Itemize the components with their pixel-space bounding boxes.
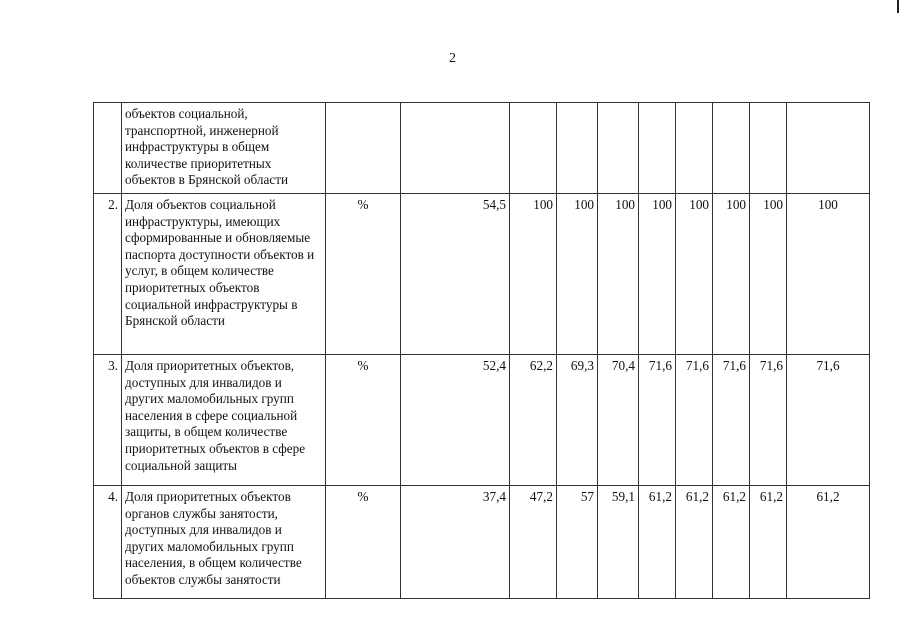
value-cell: 62,2: [510, 354, 557, 485]
value-cell: [639, 103, 676, 194]
value-cell: [510, 103, 557, 194]
scan-edge-mark: [897, 0, 899, 13]
value-cell: 100: [713, 193, 750, 354]
value-cell: 71,6: [639, 354, 676, 485]
value-cell: [750, 103, 787, 194]
base-value: 54,5: [401, 193, 510, 354]
value-cell: [713, 103, 750, 194]
table-row: [94, 354, 870, 485]
value-cell: 70,4: [598, 354, 639, 485]
row-number: 4.: [94, 485, 122, 598]
value-cell: 71,6: [787, 354, 870, 485]
indicator-name: Доля приоритетных объектов, доступных для инвалидов и других маломобильных групп населения в сфере социальной защиты, в общем количестве приоритетных объектов в сфере социальной защиты: [122, 354, 326, 485]
value-cell: 61,2: [787, 485, 870, 598]
value-cell: 61,2: [676, 485, 713, 598]
value-cell: 59,1: [598, 485, 639, 598]
value-cell: 100: [787, 193, 870, 354]
value-cell: 47,2: [510, 485, 557, 598]
table-row: [94, 103, 870, 194]
value-cell: 100: [750, 193, 787, 354]
indicators-table: [93, 102, 870, 599]
value-cell: [557, 103, 598, 194]
unit-cell: [326, 103, 401, 194]
value-cell: 100: [557, 193, 598, 354]
value-cell: 69,3: [557, 354, 598, 485]
table-row: [94, 485, 870, 598]
value-cell: 61,2: [750, 485, 787, 598]
indicator-name: Доля приоритетных объектов органов службы занятости, доступных для инвалидов и других маломобильных групп населения, в общем количестве объектов службы занятости: [122, 485, 326, 598]
indicator-name: объектов социальной, транспортной, инженерной инфраструктуры в общем количестве приоритетных объектов в Брянской области: [122, 103, 326, 194]
page-number: 2: [449, 51, 456, 66]
value-cell: 100: [510, 193, 557, 354]
value-cell: 71,6: [676, 354, 713, 485]
base-value: 37,4: [401, 485, 510, 598]
value-cell: 100: [598, 193, 639, 354]
table-row: [94, 193, 870, 354]
value-cell: [598, 103, 639, 194]
value-cell: [787, 103, 870, 194]
value-cell: 61,2: [639, 485, 676, 598]
indicator-name: Доля объектов социальной инфраструктуры, имеющих сформированные и обновляемые паспорта доступности объектов и услуг, в общем количестве приоритетных объектов социальной инфраструктуры в Брянской области: [122, 193, 326, 354]
value-cell: 100: [676, 193, 713, 354]
value-cell: 71,6: [750, 354, 787, 485]
value-cell: 61,2: [713, 485, 750, 598]
base-value: 52,4: [401, 354, 510, 485]
value-cell: 57: [557, 485, 598, 598]
row-number: 3.: [94, 354, 122, 485]
row-number: [94, 103, 122, 194]
base-value: [401, 103, 510, 194]
value-cell: 71,6: [713, 354, 750, 485]
unit-cell: %: [326, 485, 401, 598]
unit-cell: %: [326, 193, 401, 354]
row-number: 2.: [94, 193, 122, 354]
value-cell: [676, 103, 713, 194]
value-cell: 100: [639, 193, 676, 354]
unit-cell: %: [326, 354, 401, 485]
